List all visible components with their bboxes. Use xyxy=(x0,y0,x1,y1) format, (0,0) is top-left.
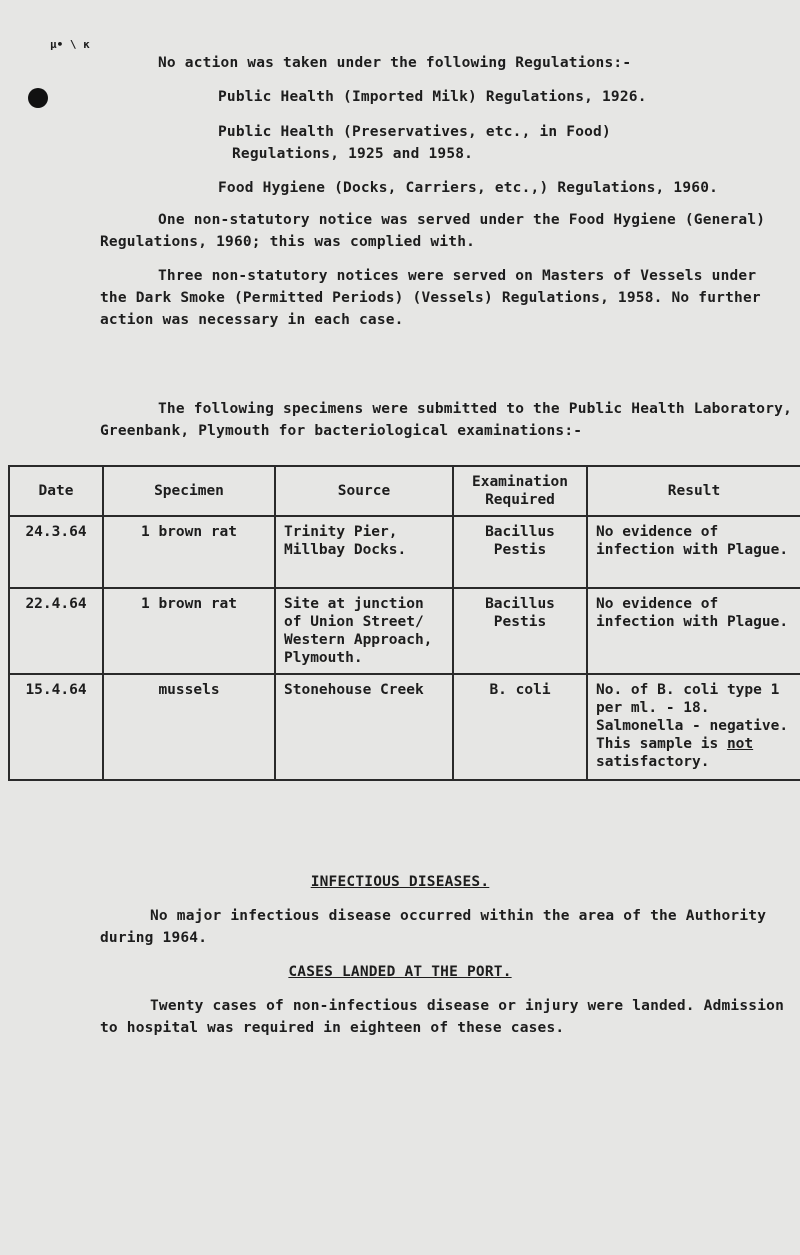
cell-specimen: mussels xyxy=(103,674,275,780)
cell-specimen: 1 brown rat xyxy=(103,588,275,674)
header-specimen: Specimen xyxy=(103,466,275,516)
cell-examination: B. coli xyxy=(453,674,587,780)
cases-paragraph-cont: to hospital was required in eighteen of these cases. xyxy=(100,1020,565,1036)
notice-paragraph-cont: Regulations, 1960; this was complied with. xyxy=(100,234,476,250)
table-header-row xyxy=(9,466,800,516)
punch-hole xyxy=(28,88,48,108)
cases-landed-heading: CASES LANDED AT THE PORT. xyxy=(288,964,512,980)
notice-paragraph: One non-statutory notice was served under the Food Hygiene (General) xyxy=(158,212,766,228)
header-source: Source xyxy=(275,466,453,516)
cell-examination: Bacillus Pestis xyxy=(453,516,587,588)
table-row xyxy=(9,588,800,674)
header-date: Date xyxy=(9,466,103,516)
handwritten-mark: μ• \ κ xyxy=(50,38,90,51)
regulation-item-cont: Regulations, 1925 and 1958. xyxy=(232,146,474,162)
result-text: No. of B. coli type 1 per ml. - 18. Salmonella - negative. This sample is xyxy=(596,682,789,752)
header-examination: Examination Required xyxy=(453,466,587,516)
cell-specimen: 1 brown rat xyxy=(103,516,275,588)
cases-paragraph: Twenty cases of non-infectious disease or injury were landed. Admission xyxy=(150,998,785,1014)
regulation-item: Public Health (Imported Milk) Regulations, 1926. xyxy=(218,89,647,105)
result-text-end: satisfactory. xyxy=(596,754,710,770)
cell-date: 24.3.64 xyxy=(9,516,103,588)
vessels-paragraph-cont: action was necessary in each case. xyxy=(100,312,404,328)
cell-examination: Bacillus Pestis xyxy=(453,588,587,674)
regulation-item: Food Hygiene (Docks, Carriers, etc.,) Regulations, 1960. xyxy=(218,180,719,196)
intro-paragraph: No action was taken under the following Regulations:- xyxy=(158,55,632,71)
header-result: Result xyxy=(587,466,800,516)
cell-result: No evidence of infection with Plague. xyxy=(587,588,800,674)
infectious-diseases-heading: INFECTIOUS DISEASES. xyxy=(310,874,490,890)
table-row xyxy=(9,674,800,780)
cell-date: 22.4.64 xyxy=(9,588,103,674)
infectious-paragraph-cont: during 1964. xyxy=(100,930,208,946)
specimens-paragraph-cont: Greenbank, Plymouth for bacteriological examinations:- xyxy=(100,423,583,439)
table-row xyxy=(9,516,800,588)
regulation-item: Public Health (Preservatives, etc., in Food) xyxy=(218,124,611,140)
cell-source: Trinity Pier, Millbay Docks. xyxy=(275,516,453,588)
cell-result xyxy=(587,674,800,780)
cell-result: No evidence of infection with Plague. xyxy=(587,516,800,588)
cell-date: 15.4.64 xyxy=(9,674,103,780)
specimens-table xyxy=(8,465,800,781)
vessels-paragraph-cont: the Dark Smoke (Permitted Periods) (Vessels) Regulations, 1958. No further xyxy=(100,290,761,306)
result-not-underlined: not xyxy=(726,736,754,752)
cell-source: Site at junction of Union Street/ Western Approach, Plymouth. xyxy=(275,588,453,674)
infectious-paragraph: No major infectious disease occurred within the area of the Authority xyxy=(150,908,767,924)
vessels-paragraph: Three non-statutory notices were served on Masters of Vessels under xyxy=(158,268,757,284)
specimens-paragraph: The following specimens were submitted to the Public Health Laboratory, xyxy=(158,401,793,417)
cell-source: Stonehouse Creek xyxy=(275,674,453,780)
